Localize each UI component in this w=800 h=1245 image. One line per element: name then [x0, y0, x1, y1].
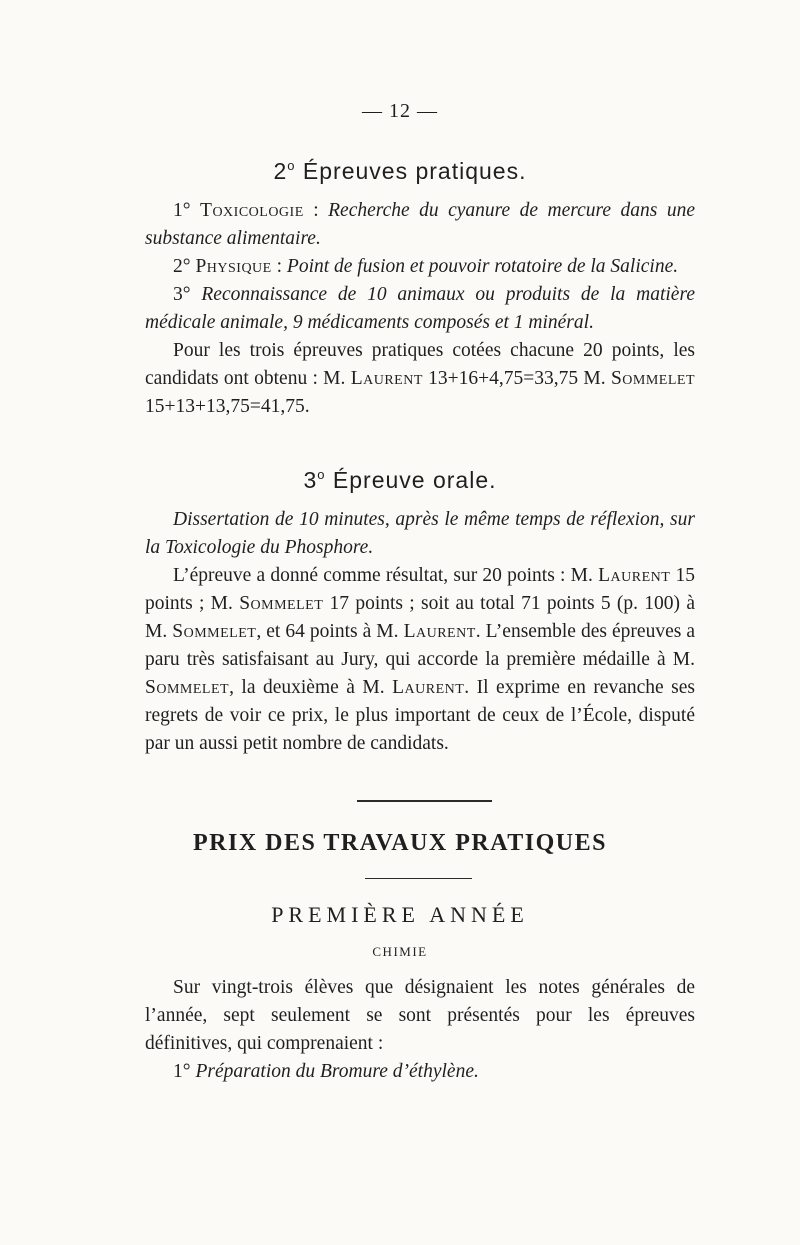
page-number: — 12 — [362, 100, 438, 122]
conclusion-text: , la deuxième à M. [229, 677, 393, 698]
item-text: Point de fusion et pouvoir rotatoire de la Salicine. [286, 256, 679, 277]
item-text: Recherche du cyanure de mercure dans une substance alimentaire. [145, 200, 695, 249]
candidate-name: Laurent [392, 677, 465, 698]
chimie-heading: CHIMIE [372, 944, 428, 959]
candidate-name: Sommelet [145, 677, 230, 698]
intro-paragraph: Sur vingt-trois élèves que désignaient les notes générales de l’année, sept seulement se sont présentés pour les épreuves définitives, qui comprenaient : [145, 977, 695, 1054]
candidate-name: Laurent [403, 621, 476, 642]
candidate-name: Laurent [598, 565, 671, 586]
item-reconnaissance [145, 281, 695, 337]
item-number: 1° [173, 200, 201, 221]
candidate-name: Sommelet [172, 621, 257, 642]
travaux-block [145, 974, 695, 1086]
sub-divider [365, 878, 472, 879]
item-separator: : [271, 256, 287, 277]
candidate-name: Sommelet [239, 593, 324, 614]
section-heading-epreuve-orale [0, 467, 800, 494]
section-title: Épreuves pratiques. [302, 158, 527, 184]
results-text: Pour les trois épreuves pratiques cotées chacune 20 points, les candidats ont obtenu : M. [145, 340, 695, 389]
annee-heading: PREMIÈRE ANNÉE [271, 902, 529, 927]
item-text: Préparation du Bromure d’éthylène. [195, 1061, 479, 1082]
results-text: 13+16+4,75=33,75 M. [422, 368, 611, 389]
section-heading-epreuves-pratiques [0, 158, 800, 185]
conclusion-text: 17 points ; soit au total 71 points 5 (p. 100) à M. [145, 593, 695, 642]
oral-subject: Dissertation de 10 minutes, après le même temps de réflexion, sur la Toxicologie du Phosphore. [145, 509, 695, 558]
item-text: Reconnaissance de 10 animaux ou produits de la matière médicale animale, 9 médicaments composés et 1 minéral. [145, 284, 695, 333]
item-bromure [145, 1058, 695, 1086]
item-separator: : [303, 200, 329, 221]
conclusion-paragraph [145, 562, 695, 758]
item-label: Toxicologie [200, 200, 304, 221]
section-title: Épreuve orale. [332, 467, 497, 493]
conclusion-text: L’épreuve a donné comme résultat, sur 20 points : M. [173, 565, 599, 586]
conclusion-text: , et 64 points à M. [256, 621, 404, 642]
prix-heading: PRIX DES TRAVAUX PRATIQUES [193, 830, 607, 856]
orale-block [145, 506, 695, 758]
section-number: 3 [303, 467, 318, 493]
section-number-sup: o [317, 467, 326, 482]
conclusion-text: 15 points ; M. [145, 565, 696, 614]
conclusion-text: . L’ensemble des épreuves a paru très satisfaisant au Jury, qui accorde la première médaille à M. [145, 621, 696, 670]
candidate-name: Laurent [350, 368, 423, 389]
item-number: 1° [173, 1061, 196, 1082]
item-toxicologie [145, 197, 695, 253]
item-number: 3° [173, 284, 202, 305]
item-number: 2° [173, 256, 196, 277]
pratiques-block [145, 197, 695, 421]
conclusion-text: . Il exprime en revanche ses regrets de voir ce prix, le plus important de ceux de l’École, disputé par un aussi petit nombre de candidats. [145, 677, 695, 754]
results-text: 15+13+13,75=41,75. [145, 396, 310, 417]
item-physique [145, 253, 695, 281]
candidate-name: Sommelet [610, 368, 695, 389]
section-number: 2 [273, 158, 288, 184]
section-divider [357, 800, 492, 802]
results-paragraph [145, 337, 695, 421]
section-number-sup: o [287, 158, 296, 173]
item-label: Physique [195, 256, 272, 277]
